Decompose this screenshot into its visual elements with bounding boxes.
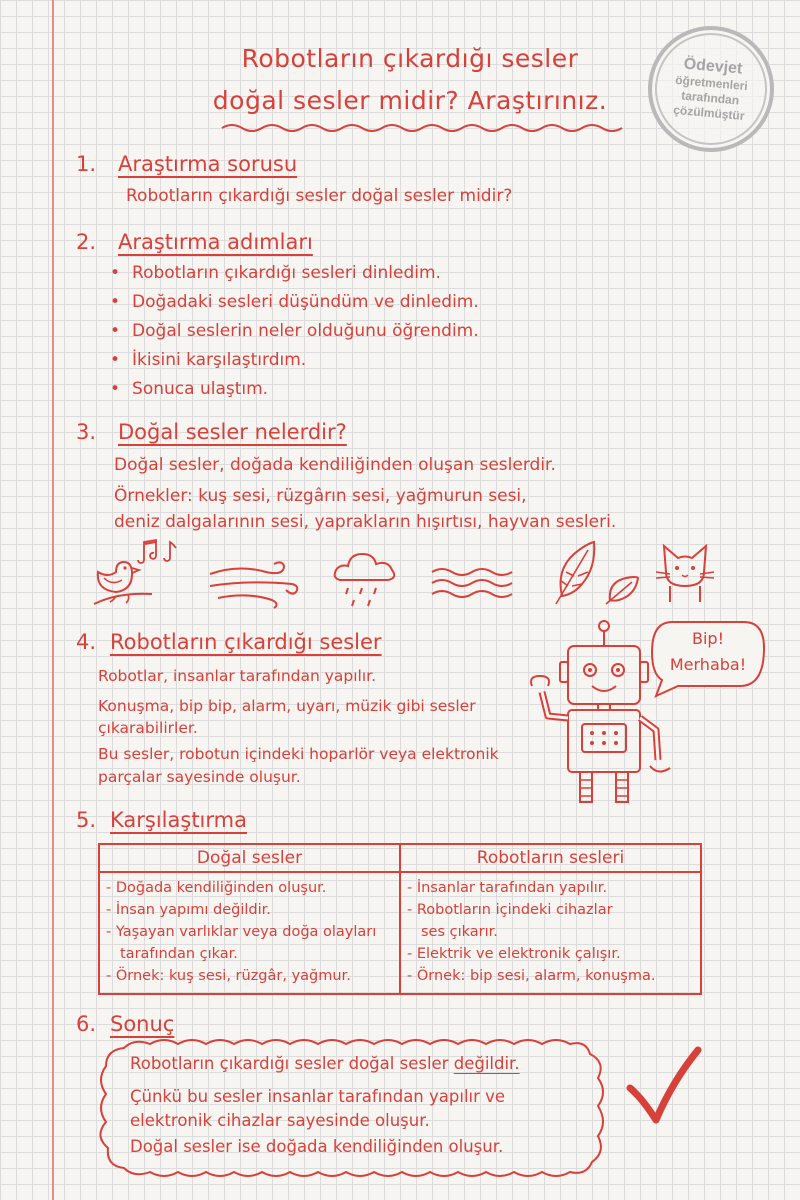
table-cell-line: - Yaşayan varlıklar veya doğa olayları [106,924,377,940]
section-number: 1. [76,152,97,176]
table-header-robot-sounds: Robotların sesleri [400,844,701,872]
wind-icon [208,560,298,608]
list-item: • İkisini karşılaştırdım. [110,350,306,370]
cat-icon [656,542,714,604]
robot-sounds-line: parçalar sayesinde oluşur. [98,768,301,786]
speech-bubble-text [654,626,762,678]
conclusion-line: elektronik cihazlar sayesinde oluşur. [130,1111,430,1130]
section-heading-natural-sounds: Doğal sesler nelerdir? [118,420,347,444]
list-item: • Doğadaki sesleri düşündüm ve dinledim. [110,292,479,312]
table-cell-line: - Örnek: bip sesi, alarm, konuşma. [407,968,656,984]
table-cell-line: - Elektrik ve elektronik çalışır. [407,946,621,962]
section-heading-conclusion: Sonuç [110,1012,175,1036]
table-cell-line: - Doğada kendiliğinden oluşur. [106,880,327,896]
section-number: 5. [76,808,97,832]
robot-sounds-line: Konuşma, bip bip, alarm, uyarı, müzik gibi sesler [98,697,476,715]
checkmark-icon [626,1046,702,1126]
robot-sounds-line: Robotlar, insanlar tarafından yapılır. [98,667,377,685]
speech-line: Merhaba! [669,655,747,674]
music-notes-icon [134,538,178,566]
list-item: • Sonuca ulaştım. [110,379,268,399]
leaves-icon [552,540,642,606]
conclusion-line: Çünkü bu sesler insanlar tarafından yapılır ve [130,1087,506,1106]
table-cell-line: tarafından çıkar. [120,946,238,962]
stamp-line: tarafından [680,87,740,107]
section-heading-comparison: Karşılaştırma [110,808,247,832]
section-number: 6. [76,1012,97,1036]
research-question-text: Robotların çıkardığı sesler doğal sesler midir? [126,186,513,206]
natural-sounds-examples-line1: Örnekler: kuş sesi, rüzgârın sesi, yağmurun sesi, [114,486,527,506]
table-cell-line: - Örnek: kuş sesi, rüzgâr, yağmur. [106,968,351,984]
title-wavy-underline [222,122,622,136]
stamp-line: öğretmenleri [674,72,749,93]
robot-sounds-line: çıkarabilirler. [98,719,198,737]
section-heading-research-steps: Araştırma adımları [118,230,313,254]
list-item: • Robotların çıkardığı sesleri dinledim. [110,263,441,283]
page-title-line2: doğal sesler midir? Araştırınız. [212,86,608,115]
speech-line: Bip! [692,629,724,648]
rain-cloud-icon [332,548,400,612]
odevjet-stamp [643,21,780,158]
section-number: 3. [76,420,97,444]
comparison-table [98,843,702,995]
notebook-margin-line [52,0,54,1200]
table-cell-line: - İnsan yapımı değildir. [106,902,271,918]
list-item: • Doğal seslerin neler olduğunu öğrendim. [110,321,479,341]
table-cell-line: - İnsanlar tarafından yapılır. [407,880,608,896]
page-title-line1: Robotların çıkardığı sesler [241,44,579,73]
section-number: 2. [76,230,97,254]
conclusion-emphasis: değildir. [453,1054,520,1073]
conclusion-line [130,1054,520,1073]
natural-sounds-definition: Doğal sesler, doğada kendiliğinden oluşan seslerdir. [114,455,556,475]
table-cell-line: - Robotların içindeki cihazlar [407,902,613,918]
table-cell-line: ses çıkarır. [421,924,498,940]
table-header-natural-sounds: Doğal sesler [99,844,400,872]
table-cell-robot-sounds [400,872,701,994]
table-cell-natural-sounds [99,872,400,994]
stamp-brand: Ödevjet [683,55,743,78]
section-heading-research-question: Araştırma sorusu [118,152,298,176]
conclusion-line: Doğal sesler ise doğada kendiliğinden oluşur. [130,1137,504,1156]
conclusion-line-text: Robotların çıkardığı sesler doğal sesler [130,1054,454,1073]
section-heading-robot-sounds: Robotların çıkardığı sesler [110,630,382,654]
section-number: 4. [76,630,97,654]
waves-icon [430,566,514,600]
natural-sounds-examples-line2: deniz dalgalarının sesi, yaprakların hışırtısı, hayvan sesleri. [114,512,617,532]
stamp-line: çözülmüştür [672,102,746,123]
robot-sounds-line: Bu sesler, robotun içindeki hoparlör veya elektronik [98,745,499,763]
